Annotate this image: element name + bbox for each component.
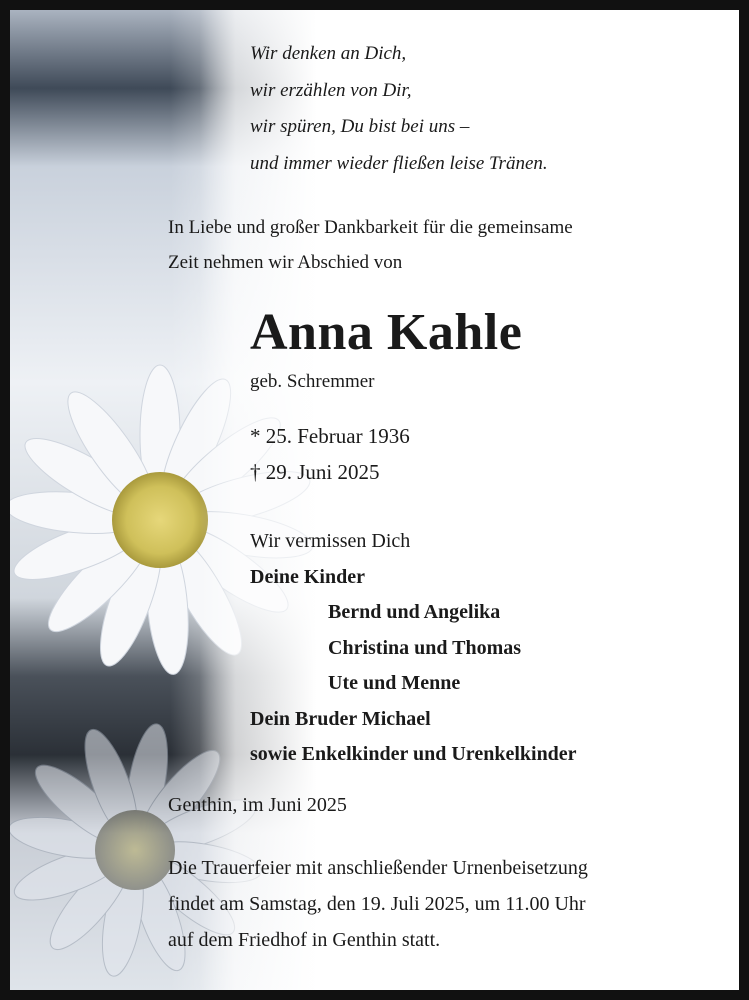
children-label: Deine Kinder	[250, 565, 365, 588]
deceased-name: Anna Kahle	[250, 304, 523, 361]
poem	[250, 36, 548, 182]
mourners	[250, 524, 577, 773]
life-dates	[250, 418, 410, 490]
brother: Dein Bruder Michael	[250, 707, 431, 730]
poem-line: wir erzählen von Dir,	[250, 79, 412, 101]
grandchildren: sowie Enkelkinder und Urenkelkinder	[250, 743, 577, 765]
service-line: auf dem Friedhof in Genthin statt.	[168, 929, 441, 951]
service-line: Die Trauerfeier mit anschließender Urnenbeisetzung	[168, 857, 588, 879]
maiden-name: geb. Schremmer	[250, 371, 375, 392]
birth-date: * 25. Februar 1936	[250, 424, 410, 448]
mourners-intro: Wir vermissen Dich	[250, 530, 411, 552]
intro-line: Zeit nehmen wir Abschied von	[168, 252, 403, 273]
place-date: Genthin, im Juni 2025	[168, 794, 347, 816]
child-couple: Bernd und Angelika	[328, 601, 501, 623]
service-info	[168, 850, 588, 958]
intro-text	[168, 210, 573, 280]
service-line: findet am Samstag, den 19. Juli 2025, um 11.00 Uhr	[168, 893, 586, 915]
child-couple: Ute und Menne	[328, 672, 461, 694]
intro-line: In Liebe und großer Dankbarkeit für die gemeinsame	[168, 217, 573, 238]
death-date: † 29. Juni 2025	[250, 460, 380, 484]
poem-line: wir spüren, Du bist bei uns –	[250, 116, 470, 137]
child-couple: Christina und Thomas	[328, 636, 522, 659]
poem-line: Wir denken an Dich,	[250, 43, 407, 64]
poem-line: und immer wieder fließen leise Tränen.	[250, 152, 548, 174]
